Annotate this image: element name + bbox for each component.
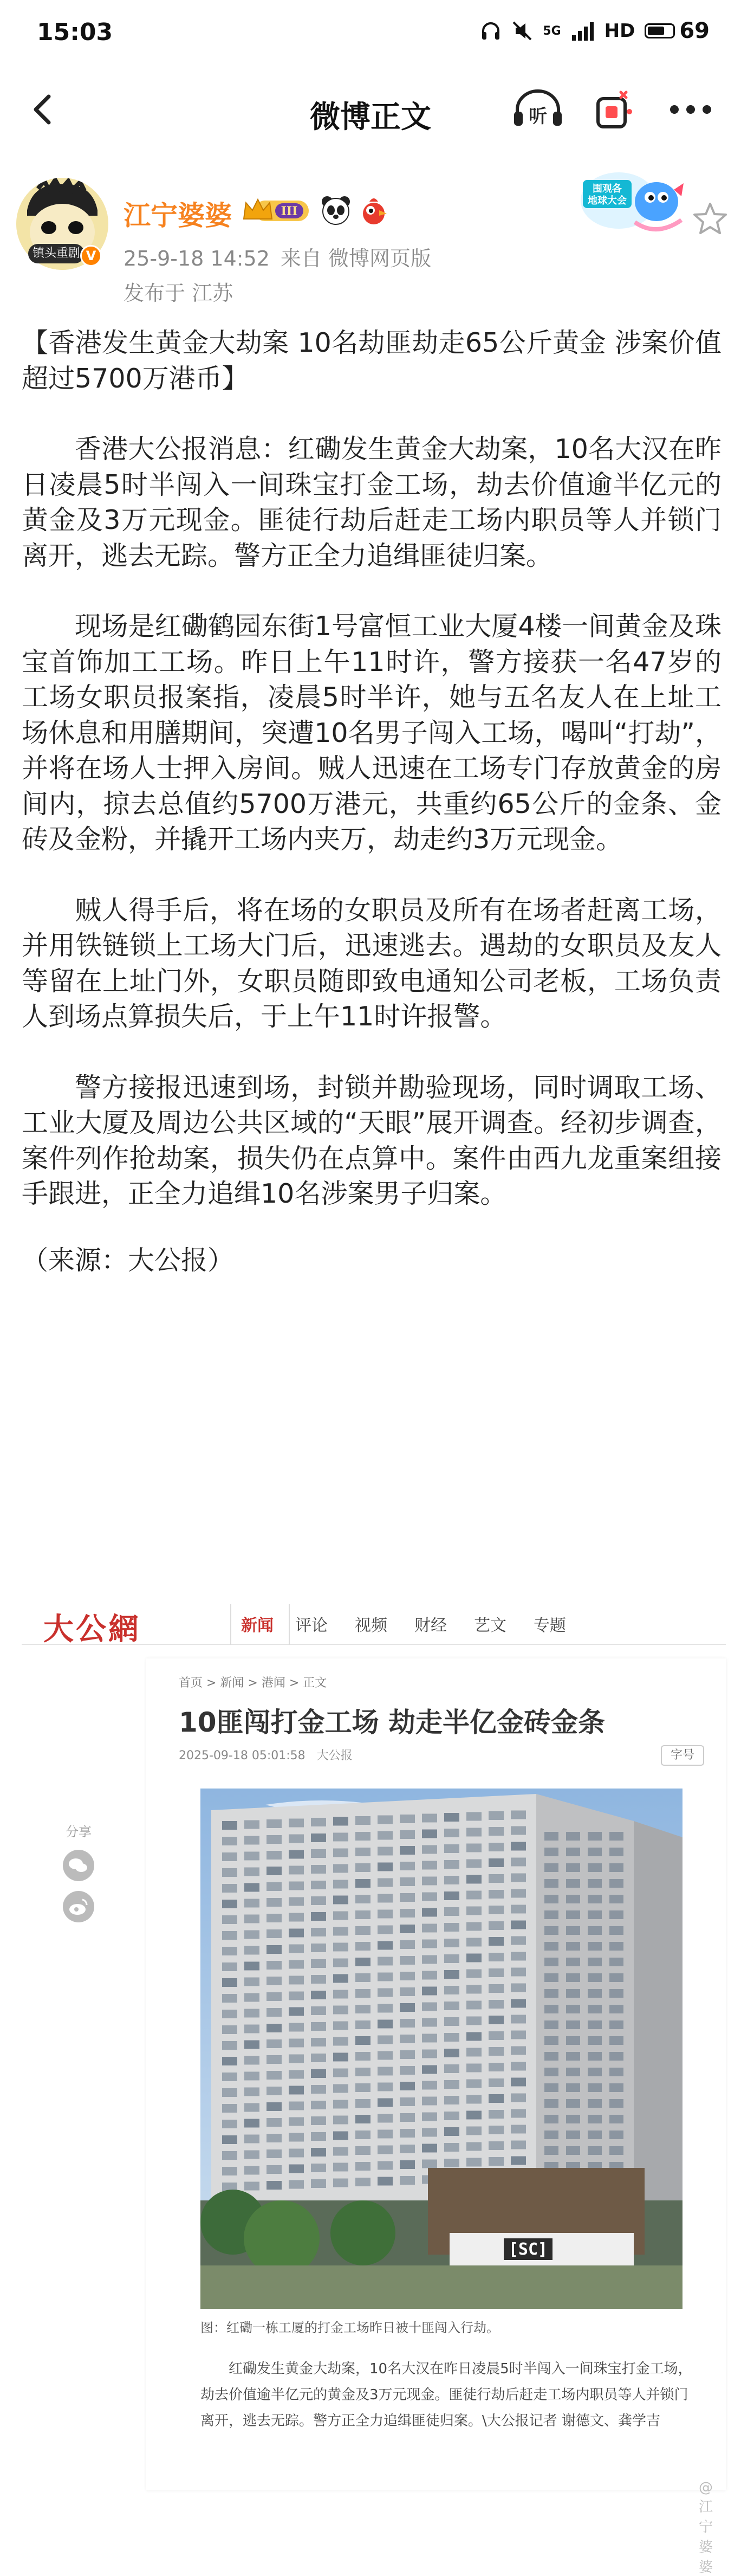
gift-icon xyxy=(590,87,636,132)
status-time: 15:03 xyxy=(37,18,113,46)
battery-percent: 69 xyxy=(679,18,710,43)
more-button[interactable] xyxy=(664,88,718,131)
svg-text:地球大会: 地球大会 xyxy=(588,195,627,206)
post-meta xyxy=(123,242,431,272)
post-source-line: （来源：大公报） xyxy=(22,1244,235,1276)
hd-label: HD xyxy=(604,20,635,42)
post-paragraph-3: 贼人得手后，将在场的女职员及所有在场者赶离工场，并用铁链锁上工场大门后，迅速逃去。遇劫的女职员及友人等留在上址门外，女职员随即致电通知公司老板，工场负责人到场点算损失后，于上午11时许报警。 xyxy=(22,894,722,1032)
embed-date: 2025-09-18 05:01:58 大公报 xyxy=(179,1749,353,1762)
embed-nav xyxy=(22,1604,726,1645)
signal-icon xyxy=(571,20,595,42)
status-icons xyxy=(480,18,710,43)
embed-tab-topics: 专题 xyxy=(534,1616,566,1635)
follow-star-icon[interactable] xyxy=(692,201,728,236)
svg-text:围观各: 围观各 xyxy=(593,183,622,195)
embed-tab-culture: 艺文 xyxy=(474,1616,506,1635)
embed-share-panel xyxy=(54,1821,103,1922)
panda-icon xyxy=(320,194,352,227)
post-image[interactable] xyxy=(22,1604,726,2575)
post-timestamp: 25-9-18 14:52 xyxy=(123,247,270,270)
network-label: 5G xyxy=(543,24,561,38)
battery-indicator xyxy=(645,18,710,43)
post-source: 来自 微博网页版 xyxy=(280,247,431,270)
photo-sign: [SC] xyxy=(508,2240,548,2259)
page-title: 微博正文 xyxy=(310,100,431,135)
verified-badge-icon: V xyxy=(80,245,102,267)
embed-breadcrumb: 首页 > 新闻 > 港闻 > 正文 xyxy=(179,1676,327,1690)
nav-bar xyxy=(0,76,741,146)
event-badge-icon[interactable] xyxy=(575,168,689,238)
embed-title: 10匪闯打金工场 劫走半亿金砖金条 xyxy=(179,1707,605,1738)
post-headline: 【香港发生黄金大劫案 10名劫匪劫走65公斤黄金 涉案价值超过5700万港币】 xyxy=(22,327,722,394)
embed-body-text: 红磡发生黄金大劫案，10名大汉在昨日凌晨5时半闯入一间珠宝打金工场，劫去价值逾半亿元的黄金及3万元现金。匪徒行劫后赶走工场内职员等人并锁门离开，逃去无踪。警方正全力追缉匪徒归案。\大公报记者 谢德文、龚学吉 xyxy=(200,2361,692,2429)
battery-icon xyxy=(645,23,675,38)
headphone-icon xyxy=(480,20,502,42)
weibo-icon xyxy=(63,1891,94,1922)
avatar-tag: 镇头重剧 xyxy=(28,244,84,263)
embed-article-card xyxy=(146,1658,726,2575)
mute-icon xyxy=(511,20,533,42)
building-photo xyxy=(200,1789,682,2309)
embed-font-size-button: 字号 xyxy=(661,1745,704,1766)
embed-logo: 大公網 xyxy=(43,1611,141,1647)
embed-tab-video: 视频 xyxy=(355,1616,387,1635)
embed-tab-opinion: 评论 xyxy=(295,1616,328,1635)
post-paragraph-2: 现场是红磡鹤园东街1号富恒工业大厦4楼一间黄金及珠宝首饰加工工场。昨日上午11时许，警方接获一名47岁的工场女职员报案指，凌晨5时半许，她与五名友人在上址工场休息和用膳期间，突遭10名男子闯入工场，喝叫“打劫”，并将在场人士押入房间。贼人迅速在工场专门存放黄金的房间内，掠去总值约5700万港元，共重约65公斤的金条、金砖及金粉，并撬开工场内夹万，劫走约3万元现金。 xyxy=(22,611,722,855)
post-body xyxy=(22,325,722,1313)
embed-tab-finance: 财经 xyxy=(414,1616,447,1635)
post-paragraph-1: 香港大公报消息：红磡发生黄金大劫案，10名大汉在昨日凌晨5时半闯入一间珠宝打金工场，劫去价值逾半亿元的黄金及3万元现金。匪徒行劫后赶走工场内职员等人并锁门离开，逃去无踪。警方正全力追缉匪徒归案。 xyxy=(22,434,722,571)
gift-button[interactable] xyxy=(590,87,636,132)
author-name[interactable]: 江宁婆婆 xyxy=(123,200,232,231)
more-icon xyxy=(664,88,718,131)
listen-label: 听 xyxy=(529,106,547,127)
embed-watermark: @江宁婆婆 xyxy=(699,2480,713,2575)
vip-level: III xyxy=(281,204,298,218)
embed-share-label: 分享 xyxy=(66,1824,92,1839)
embed-photo-caption: 图：红磡一栋工厦的打金工场昨日被十匪闯入行劫。 xyxy=(200,2320,499,2335)
vip-crown-icon[interactable] xyxy=(240,195,311,225)
author-header xyxy=(0,163,741,320)
embed-tab-news: 新闻 xyxy=(241,1616,274,1635)
listen-icon xyxy=(512,88,564,131)
listen-button[interactable] xyxy=(512,88,564,131)
bird-icon xyxy=(359,194,389,227)
wechat-icon xyxy=(63,1850,94,1881)
post-paragraph-4: 警方接报迅速到场，封锁并勘验现场，同时调取工场、工业大厦及周边公共区域的“天眼”展开调查。经初步调查，案件列作抢劫案，损失仍在点算中。案件由西九龙重案组接手跟进，正全力追缉10名涉案男子归案。 xyxy=(22,1071,722,1209)
post-location: 发布于 江苏 xyxy=(123,281,233,305)
status-bar xyxy=(0,0,741,65)
